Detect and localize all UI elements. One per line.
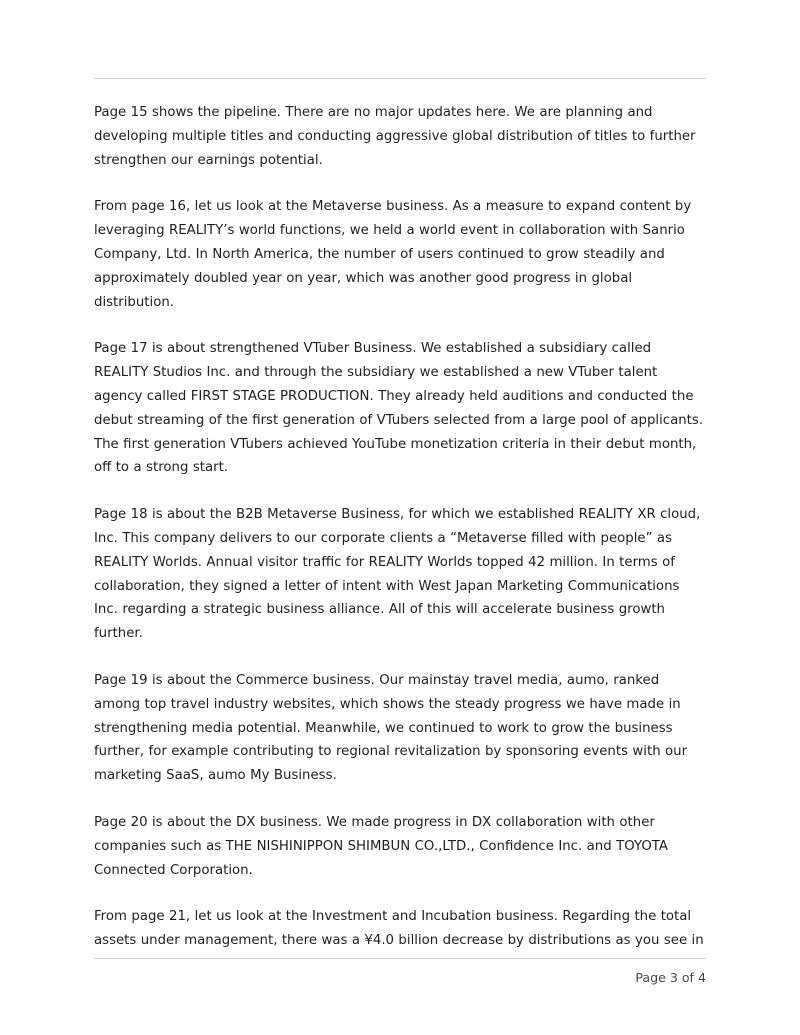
document-body	[94, 78, 706, 953]
footer-divider	[94, 958, 706, 959]
paragraph: Page 17 is about strengthened VTuber Business. We established a subsidiary called REALITY Studios Inc. and through the subsidiary we established a new VTuber talent agency called FIRST STAGE PRODUCTION. They already held auditions and conducted the debut streaming of the first generation of VTubers selected from a large pool of applicants. The first generation VTubers achieved YouTube monetization criteria in their debut month, off to a strong start.	[94, 341, 704, 476]
paragraph: Page 19 is about the Commerce business. Our mainstay travel media, aumo, ranked among top travel industry websites, which shows the steady progress we have made in strengthening media potential. Meanwhile, we continued to work to grow the business further, for example contributing to regional revitalization by sponsoring events with our marketing SaaS, aumo My Business.	[94, 672, 688, 784]
header-divider	[94, 78, 706, 79]
paragraph: From page 16, let us look at the Metaverse business. As a measure to expand content by leveraging REALITY’s world functions, we held a world event in collaboration with Sanrio Company, Ltd. In North America, the number of users continued to grow steadily and approximately doubled year on year, which was another good progress in global distribution.	[94, 199, 692, 310]
paragraph: Page 20 is about the DX business. We made progress in DX collaboration with other companies such as THE NISHINIPPON SHIMBUN CO.,LTD., Confidence Inc. and TOYOTA Connected Corporation.	[94, 814, 668, 878]
page-number: Page 3 of 4	[635, 970, 706, 985]
page-footer	[94, 958, 706, 987]
paragraph: Page 15 shows the pipeline. There are no major updates here. We are planning and developing multiple titles and conducting aggressive global distribution of titles to further strengthen our earnings potential.	[94, 105, 696, 168]
paragraph: Page 18 is about the B2B Metaverse Business, for which we established REALITY XR cloud, Inc. This company delivers to our corporate clients a “Metaverse filled with people” as REALITY Worlds. Annual visitor traffic for REALITY Worlds topped 42 million. In terms of collaboration, they signed a letter of intent with West Japan Marketing Communications Inc. regarding a strategic business alliance. All of this will accelerate business growth further.	[94, 507, 701, 642]
paragraph: From page 21, let us look at the Investment and Incubation business. Regarding the total assets under management, there was a ¥4.0 billion decrease by distributions as you see in	[94, 909, 704, 949]
